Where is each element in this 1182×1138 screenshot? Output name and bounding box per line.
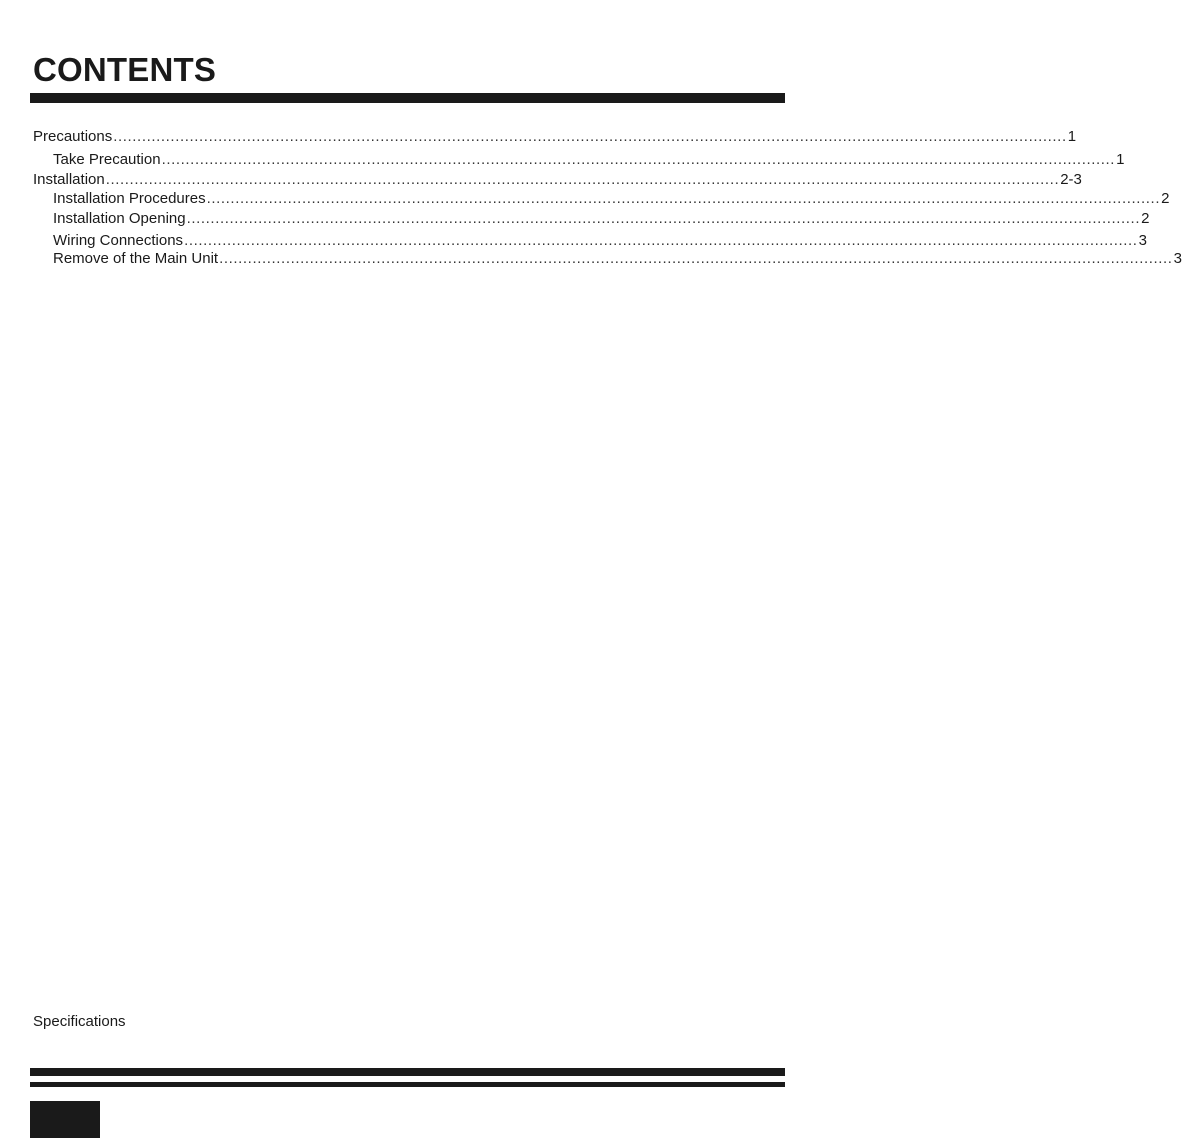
toc-entry-label: Precautions xyxy=(33,128,113,145)
toc-dot-leader: ........................................................................................................................................................................................................ xyxy=(206,190,1161,207)
toc-entry-precautions[interactable] xyxy=(33,127,1077,146)
toc-entry-wiring-connections[interactable] xyxy=(53,231,1147,250)
toc-dot-leader: ........................................................................................................................................................................................................ xyxy=(186,210,1141,227)
toc-entry-installation-opening[interactable] xyxy=(53,209,1150,228)
toc-entry-page: 2-3 xyxy=(1060,171,1082,188)
toc-dot-leader: ........................................................................................................................................................................................................ xyxy=(105,171,1060,188)
toc-dot-leader: ........................................................................................................................................................................................................ xyxy=(184,232,1138,249)
table-of-contents xyxy=(0,126,1182,267)
title-underline-bar xyxy=(30,93,785,103)
toc-entry-label: Take Precaution xyxy=(53,151,161,168)
toc-entry-page: 3 xyxy=(1173,250,1182,267)
toc-dot-leader: ........................................................................................................................................................................................................ xyxy=(161,151,1116,168)
toc-entry-page: 2 xyxy=(1141,210,1150,227)
footer-rule-thin xyxy=(30,1082,785,1087)
page-title: CONTENTS xyxy=(33,51,217,88)
toc-entry-page: 3 xyxy=(1138,232,1147,249)
footer-rule-thick xyxy=(30,1068,785,1076)
toc-entry-page: 2 xyxy=(1161,190,1170,207)
toc-entry-installation-procedures[interactable] xyxy=(53,189,1170,208)
toc-entry-label: Installation Procedures xyxy=(53,190,206,207)
toc-entry-label: Installation Opening xyxy=(53,210,186,227)
toc-entry-label: Wiring Connections xyxy=(53,232,184,249)
toc-dot-leader: ........................................................................................................................................................................................................ xyxy=(219,250,1173,267)
toc-entry-page: 1 xyxy=(1067,128,1077,145)
toc-entry-take-precaution[interactable] xyxy=(53,150,1125,169)
specifications-label: Specifications xyxy=(33,1013,126,1030)
toc-dot-leader: ........................................................................................................................................................................................................ xyxy=(113,128,1067,145)
toc-entry-remove-main-unit[interactable] xyxy=(53,249,1182,268)
toc-entry-page: 1 xyxy=(1116,151,1125,168)
toc-entry-label: Remove of the Main Unit xyxy=(53,250,219,267)
page-number-tab xyxy=(30,1101,100,1138)
toc-entry-label: Installation xyxy=(33,171,105,188)
toc-entry-installation[interactable] xyxy=(33,170,1082,189)
